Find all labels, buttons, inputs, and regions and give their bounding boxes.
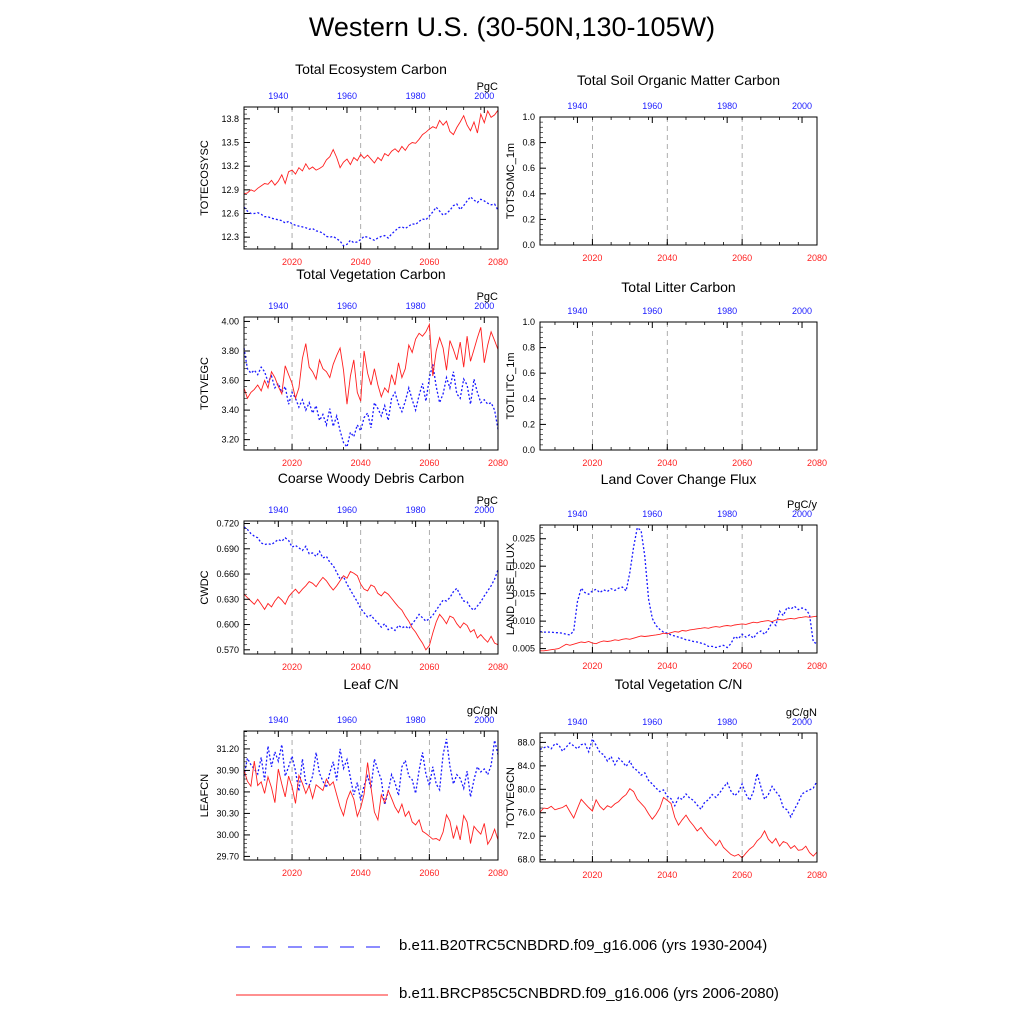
x-top-tick-label: 1940 [268,301,289,311]
y-tick-label: 84.0 [517,760,535,771]
y-tick-label: 0.005 [512,643,535,654]
x-top-tick-label: 1980 [717,306,738,316]
chart-panel [540,525,817,653]
y-tick-label: 0.2 [522,214,535,225]
x-bottom-tick-label: 2060 [732,458,753,468]
x-bottom-tick-label: 2040 [350,868,371,878]
chart-title: Total Vegetation Carbon [296,266,446,282]
units-label: gC/gN [466,705,498,717]
chart-title: Land Cover Change Flux [600,471,757,487]
series-line-historical [244,348,498,447]
x-top-tick-label: 1980 [405,715,426,725]
chart-panel [540,117,817,245]
y-tick-label: 88.0 [517,737,535,748]
y-tick-label: 0.020 [512,561,535,572]
y-tick-label: 29.70 [216,851,239,862]
y-tick-label: 12.9 [221,184,239,195]
x-top-tick-label: 1960 [336,301,357,311]
x-top-tick-label: 1940 [567,306,588,316]
y-tick-label: 72.0 [517,831,535,842]
units-label: PgC [476,495,498,507]
y-tick-label: 0.4 [522,393,535,404]
series-line-future [244,324,498,404]
x-top-tick-label: 2000 [474,91,495,101]
y-tick-label: 80.0 [517,784,535,795]
x-bottom-tick-label: 2020 [582,253,603,263]
y-tick-label: 0.690 [216,543,239,554]
y-tick-label: 3.40 [221,405,239,416]
y-tick-label: 0.6 [522,368,535,379]
x-top-tick-label: 2000 [474,715,495,725]
x-top-tick-label: 1940 [567,101,588,111]
x-top-tick-label: 2000 [792,306,813,316]
x-bottom-tick-label: 2060 [419,458,440,468]
x-bottom-tick-label: 2040 [350,257,371,267]
y-axis-label: TOTVEGC [199,357,211,410]
x-bottom-tick-label: 2040 [657,661,678,671]
chart-title: Leaf C/N [343,676,399,692]
y-tick-label: 0.010 [512,616,535,627]
x-top-tick-label: 1940 [268,505,289,515]
x-top-tick-label: 1960 [642,306,663,316]
series-line-historical [244,197,498,246]
series-line-future [244,572,498,650]
y-tick-label: 12.6 [221,208,239,219]
x-top-tick-label: 1980 [405,301,426,311]
units-label: PgC [476,291,498,303]
y-tick-label: 0.8 [522,137,535,148]
y-tick-label: 1.0 [522,317,535,327]
series-line-historical [244,739,498,805]
series-line-future [244,761,498,844]
y-tick-label: 0.4 [522,188,535,199]
y-tick-label: 3.20 [221,434,239,445]
x-top-tick-label: 1940 [567,717,588,727]
x-top-tick-label: 2000 [474,301,495,311]
x-top-tick-label: 2000 [474,505,495,515]
x-bottom-tick-label: 2080 [487,458,509,468]
chart-title: Total Vegetation C/N [614,676,743,692]
series-line-future [244,110,498,194]
x-top-tick-label: 1960 [642,509,663,519]
y-tick-label: 1.0 [522,112,535,122]
y-tick-label: 0.8 [522,342,535,353]
units-label: PgC [476,81,498,93]
x-top-tick-label: 1980 [405,505,426,515]
x-bottom-tick-label: 2020 [582,661,603,671]
x-bottom-tick-label: 2060 [732,870,753,880]
series-line-historical [540,739,817,817]
y-tick-label: 0.600 [216,619,239,630]
y-tick-label: 0.2 [522,419,535,430]
y-tick-label: 31.20 [216,743,239,754]
y-tick-label: 4.00 [221,316,239,327]
plot-frame [244,521,498,654]
x-bottom-tick-label: 2040 [657,870,678,880]
x-bottom-tick-label: 2020 [282,257,303,267]
y-tick-label: 0.720 [216,518,239,529]
x-bottom-tick-label: 2060 [419,662,440,672]
chart-panel [244,731,498,860]
x-top-tick-label: 2000 [792,101,813,111]
y-axis-label: TOTVEGCN [505,767,517,828]
x-bottom-tick-label: 2080 [487,257,509,267]
x-bottom-tick-label: 2080 [487,868,509,878]
y-tick-label: 0.015 [512,588,535,599]
x-bottom-tick-label: 2080 [806,870,828,880]
series-line-historical [244,527,498,631]
x-bottom-tick-label: 2060 [419,868,440,878]
x-top-tick-label: 1980 [717,509,738,519]
y-tick-label: 0.0 [522,240,535,250]
x-top-tick-label: 1960 [336,715,357,725]
y-tick-label: 30.90 [216,765,239,776]
y-tick-label: 68.0 [517,854,535,865]
x-top-tick-label: 1960 [336,91,357,101]
y-tick-label: 3.80 [221,345,239,356]
x-top-tick-label: 2000 [792,509,813,519]
y-tick-label: 12.3 [221,232,239,243]
x-bottom-tick-label: 2040 [657,458,678,468]
y-tick-label: 0.630 [216,594,239,605]
x-top-tick-label: 1940 [268,91,289,101]
x-bottom-tick-label: 2020 [282,868,303,878]
x-top-tick-label: 2000 [792,717,813,727]
y-axis-label: LEAFCN [199,773,211,818]
y-tick-label: 0.570 [216,644,239,655]
y-axis-label: LAND_USE_FLUX [505,542,517,636]
x-bottom-tick-label: 2060 [732,661,753,671]
x-bottom-tick-label: 2020 [582,458,603,468]
y-tick-label: 0.6 [522,163,535,174]
figure-title: Western U.S. (30-50N,130-105W) [308,12,716,42]
x-bottom-tick-label: 2020 [282,458,303,468]
x-bottom-tick-label: 2020 [582,870,603,880]
y-tick-label: 3.60 [221,375,239,386]
x-bottom-tick-label: 2020 [282,662,303,672]
units-label: gC/gN [785,707,817,719]
x-top-tick-label: 1960 [642,101,663,111]
y-tick-label: 76.0 [517,807,535,818]
chart-panel [244,107,498,249]
legend-future-label: b.e11.BRCP85C5CNBDRD.f09_g16.006 (yrs 2006-2080) [399,985,779,1002]
chart-title: Coarse Woody Debris Carbon [277,470,465,486]
chart-title: Total Soil Organic Matter Carbon [576,72,781,88]
x-top-tick-label: 1980 [717,717,738,727]
y-tick-label: 13.5 [221,137,239,148]
legend-historical-label: b.e11.B20TRC5CNBDRD.f09_g16.006 (yrs 1930-2004) [399,937,768,954]
y-tick-label: 0.0 [522,445,535,455]
x-top-tick-label: 1960 [336,505,357,515]
chart-panel [540,733,817,862]
series-line-future [540,616,817,651]
plot-frame [540,322,817,450]
chart-title: Total Ecosystem Carbon [295,61,447,77]
x-bottom-tick-label: 2060 [732,253,753,263]
y-tick-label: 30.00 [216,829,239,840]
x-top-tick-label: 1940 [268,715,289,725]
y-tick-label: 0.025 [512,533,535,544]
y-axis-label: TOTSOMC_1m [505,142,517,220]
y-tick-label: 13.2 [221,161,239,172]
y-tick-label: 0.660 [216,569,239,580]
x-bottom-tick-label: 2080 [806,458,828,468]
series-line-historical [540,528,817,648]
chart-title: Total Litter Carbon [621,279,736,295]
chart-panel [244,317,498,450]
y-tick-label: 13.8 [221,113,239,124]
x-bottom-tick-label: 2080 [806,253,828,263]
x-bottom-tick-label: 2040 [350,662,371,672]
x-bottom-tick-label: 2060 [419,257,440,267]
x-bottom-tick-label: 2080 [806,661,828,671]
x-bottom-tick-label: 2080 [487,662,509,672]
y-tick-label: 30.60 [216,786,239,797]
y-tick-label: 30.30 [216,808,239,819]
x-top-tick-label: 1980 [405,91,426,101]
chart-panel [244,521,498,654]
x-bottom-tick-label: 2040 [350,458,371,468]
plot-frame [540,117,817,245]
y-axis-label: TOTECOSYSC [199,140,211,216]
x-bottom-tick-label: 2040 [657,253,678,263]
x-top-tick-label: 1960 [642,717,663,727]
chart-panel [540,322,817,450]
y-axis-label: CWDC [199,570,211,605]
plot-frame [244,107,498,249]
y-axis-label: TOTLITC_1m [505,352,517,420]
x-top-tick-label: 1980 [717,101,738,111]
units-label: PgC/y [787,499,817,511]
x-top-tick-label: 1940 [567,509,588,519]
